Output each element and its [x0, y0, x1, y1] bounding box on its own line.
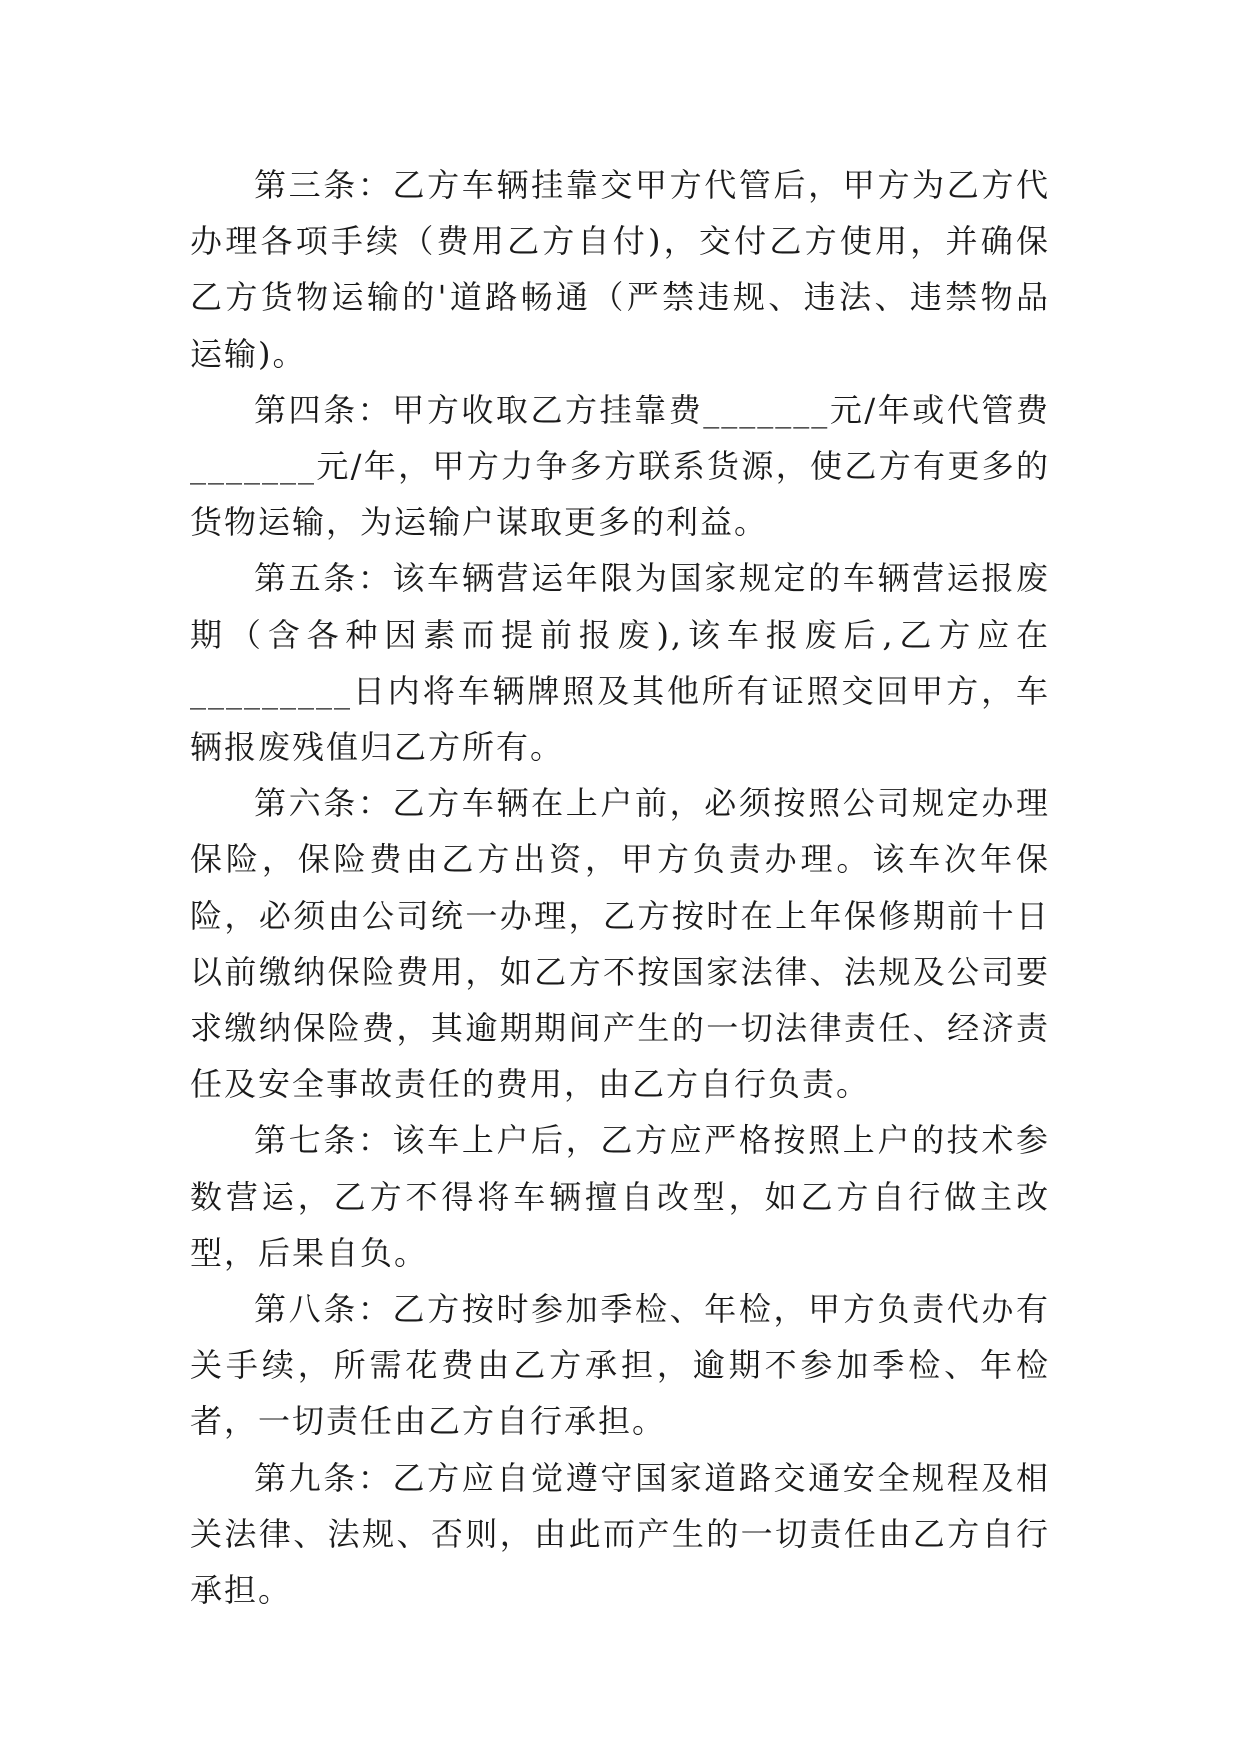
clause-8: 第八条：乙方按时参加季检、年检，甲方负责代办有关手续，所需花费由乙方承担，逾期不参加季检、年检者，一切责任由乙方自行承担。: [190, 1290, 1050, 1441]
clause-4: 第四条：甲方收取乙方挂靠费_______元/年或代管费_______元/年，甲方力争多方联系货源，使乙方有更多的货物运输，为运输户谋取更多的利益。: [190, 390, 1050, 542]
clause-7: 第七条：该车上户后，乙方应严格按照上户的技术参数营运，乙方不得将车辆擅自改型，如乙方自行做主改型，后果自负。: [190, 1121, 1050, 1272]
document-body: [190, 157, 1050, 1618]
clause-3: 第三条：乙方车辆挂靠交甲方代管后，甲方为乙方代办理各项手续（费用乙方自付)，交付乙方使用，并确保乙方货物运输的'道路畅通（严禁违规、违法、违禁物品运输)。: [190, 166, 1050, 373]
clause-5: 第五条：该车辆营运年限为国家规定的车辆营运报废期（含各种因素而提前报废),该车报废后,乙方应在_________日内将车辆牌照及其他所有证照交回甲方，车辆报废残值归乙方所有。: [190, 559, 1050, 767]
clause-9: 第九条：乙方应自觉遵守国家道路交通安全规程及相关法律、法规、否则，由此而产生的一切责任由乙方自行承担。: [190, 1458, 1050, 1610]
clause-6: 第六条：乙方车辆在上户前，必须按照公司规定办理保险，保险费由乙方出资，甲方负责办理。该车次年保险，必须由公司统一办理，乙方按时在上年保修期前十日以前缴纳保险费用，如乙方不按国家法律、法规及公司要求缴纳保险费，其逾期期间产生的一切法律责任、经济责任及安全事故责任的费用，由乙方自行负责。: [190, 784, 1050, 1104]
